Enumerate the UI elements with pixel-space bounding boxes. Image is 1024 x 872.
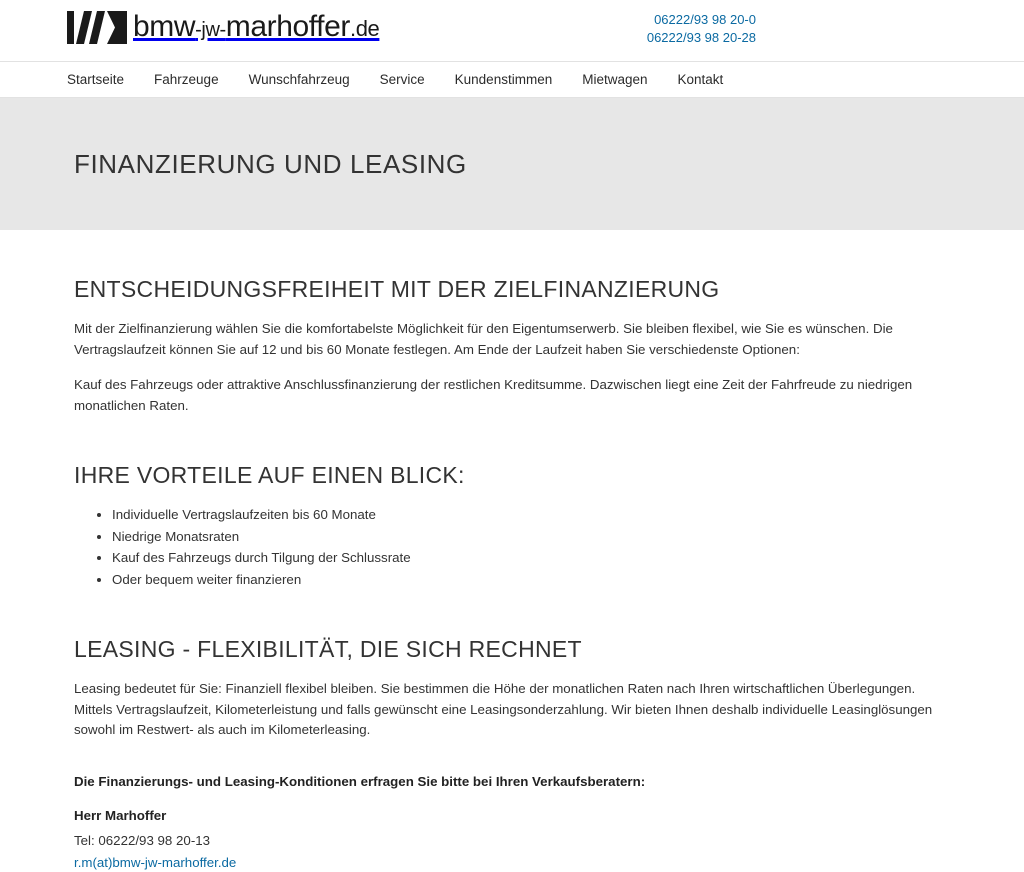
list-item: • Niedrige Monatsraten (112, 527, 950, 548)
site-logo[interactable] (67, 10, 379, 44)
section-heading-zielfinanzierung: ENTSCHEIDUNGSFREIHEIT MIT DER ZIELFINANZIERUNG (74, 276, 950, 303)
nav-item-service[interactable]: Service (380, 72, 442, 87)
section3-paragraph-1: Leasing bedeutet für Sie: Finanziell flexibel bleiben. Sie bestimmen die Höhe der monatlichen Raten nach Ihren wirtschaftlichen Überlegungen. Mittels Vertragslaufzeit, Kilometerleistung und falls gewünscht eine Leasingsonderzahlung. Wir bieten Ihnen deshalb individuelle Leasinglösungen sowohl im Restwert- als auch im Kilometerleasing. (74, 679, 950, 741)
list-item: • Individuelle Vertragslaufzeiten bis 60 Monate (112, 505, 950, 526)
nav-item-kundenstimmen[interactable]: Kundenstimmen (455, 72, 570, 87)
nav-item-fahrzeuge[interactable]: Fahrzeuge (154, 72, 236, 87)
main-content (0, 230, 1024, 872)
benefits-list (74, 505, 950, 590)
contact-block (74, 772, 950, 872)
page-hero (0, 98, 1024, 230)
nav-item-mietwagen[interactable]: Mietwagen (582, 72, 664, 87)
bmw-jw-marhoffer-logo-icon (67, 11, 127, 44)
contact-phone: Tel: 06222/93 98 20-13 (74, 831, 950, 852)
section1-paragraph-2: Kauf des Fahrzeugs oder attraktive Anschlussfinanzierung der restlichen Kreditsumme. Dazwischen liegt eine Zeit der Fahrfreude zu niedrigen monatlichen Raten. (74, 375, 950, 416)
section-heading-leasing: LEASING - FLEXIBILITÄT, DIE SICH RECHNET (74, 636, 950, 663)
contact-name: Herr Marhoffer (74, 806, 950, 827)
nav-item-kontakt[interactable]: Kontakt (678, 72, 741, 87)
section1-paragraph-1: Mit der Zielfinanzierung wählen Sie die komfortabelste Möglichkeit für den Eigentumserwerb. Sie bleiben flexibel, wie Sie es wünschen. Die Vertragslaufzeit können Sie auf 12 und bis 60 Monate festlegen. Am Ende der Laufzeit haben Sie verschiedenste Optionen: (74, 319, 950, 360)
section-heading-vorteile: IHRE VORTEILE AUF EINEN BLICK: (74, 462, 950, 489)
nav-item-startseite[interactable]: Startseite (67, 72, 141, 87)
contact-title: Die Finanzierungs- und Leasing-Konditionen erfragen Sie bitte bei Ihren Verkaufsberatern: (74, 772, 950, 793)
page-title: FINANZIERUNG UND LEASING (74, 149, 467, 180)
list-item: • Oder bequem weiter finanzieren (112, 570, 950, 591)
list-item: • Kauf des Fahrzeugs durch Tilgung der Schlussrate (112, 548, 950, 569)
main-navigation (0, 62, 1024, 98)
phone-link-2[interactable]: 06222/93 98 20-28 (647, 29, 756, 47)
header-phone-numbers (647, 11, 756, 47)
site-logo-text: bmw-jw-marhoffer.de (133, 10, 379, 44)
phone-link-1[interactable]: 06222/93 98 20-0 (647, 11, 756, 29)
site-header (0, 0, 1024, 62)
contact-email-link[interactable]: r.m(at)bmw-jw-marhoffer.de (74, 855, 236, 870)
nav-item-wunschfahrzeug[interactable]: Wunschfahrzeug (249, 72, 367, 87)
